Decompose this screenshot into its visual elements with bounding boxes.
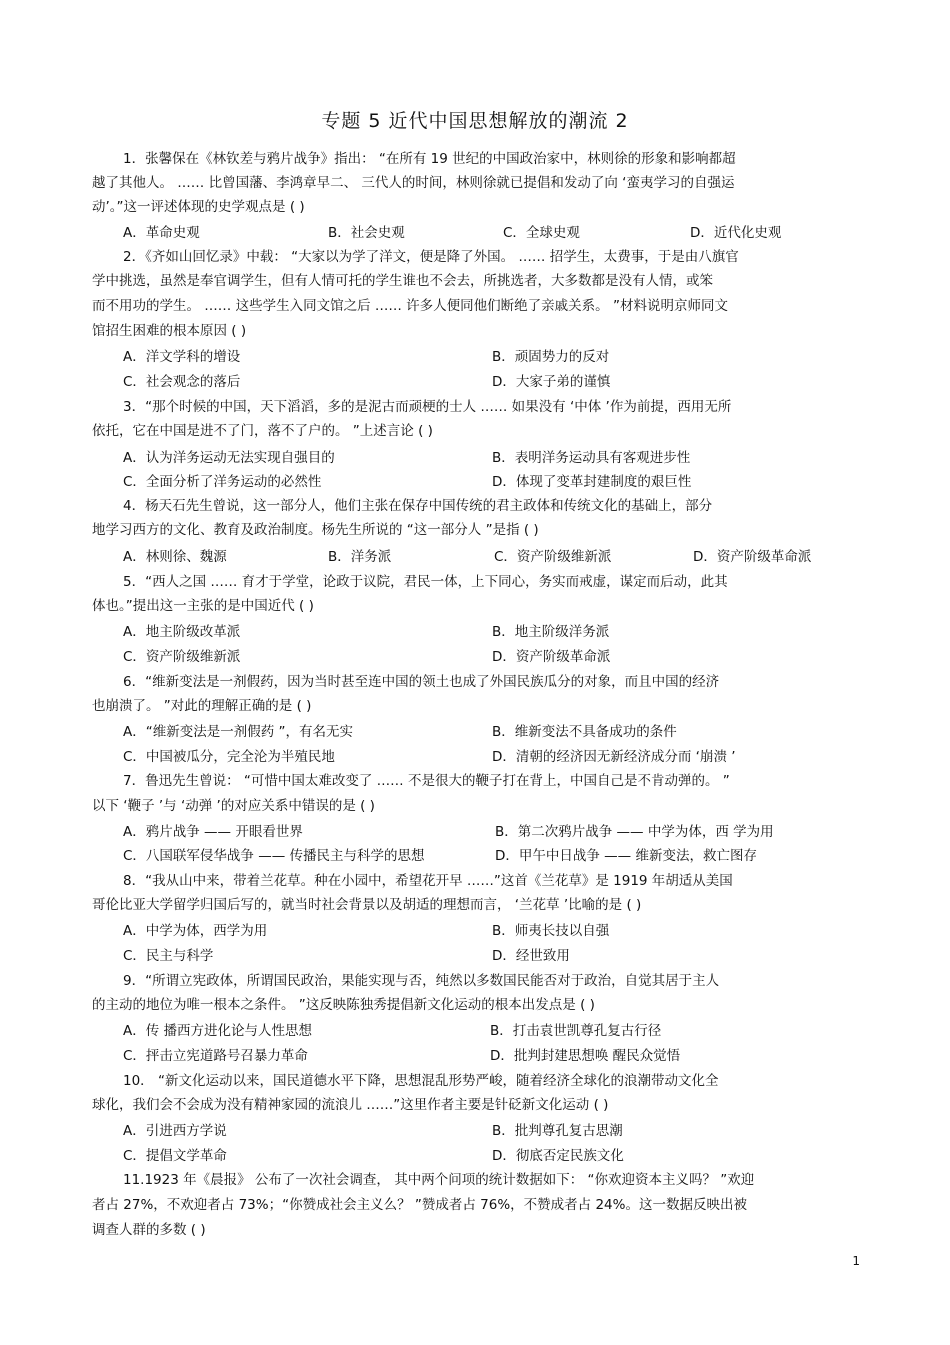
q5-option-a: A．地主阶级改革派 xyxy=(123,624,241,640)
q3-option-d: D．体现了变革封建制度的艰巨性 xyxy=(492,474,692,490)
q9-option-d: D．批判封建思想唤 醒民众觉悟 xyxy=(490,1048,681,1064)
q6-option-d: D．清朝的经济因无新经济成分而 ‘崩溃 ’ xyxy=(492,749,736,765)
q9-option-a: A．传 播西方进化论与人性思想 xyxy=(123,1023,313,1039)
q8-option-b: B．师夷长技以自强 xyxy=(492,923,610,939)
q4-option-a: A．林则徐、魏源 xyxy=(123,549,227,565)
q2-option-d: D．大家子弟的谨慎 xyxy=(492,374,611,390)
q9-option-b: B．打击袁世凯尊孔复古行径 xyxy=(490,1023,662,1039)
q5-option-b: B．地主阶级洋务派 xyxy=(492,624,610,640)
q3-option-b: B．表明洋务运动具有客观进步性 xyxy=(492,450,691,466)
q6-line-1: 6．“维新变法是一剂假药，因为当时甚至连中国的领土也成了外国民族瓜分的对象，而且中国的经济 xyxy=(123,674,720,690)
q3-line-2: 依托，它在中国是进不了门，落不了户的。 ”上述言论 ( ) xyxy=(92,423,433,439)
q8-line-2: 哥伦比亚大学留学归国后写的，就当时社会背景以及胡适的理想而言， ‘兰花草 ’比喻的是 ( ) xyxy=(92,897,642,913)
q2-line-3: 而不用功的学生。 …… 这些学生入同文馆之后 …… 许多人便同他们断绝了亲戚关系。 ”材料说明京师同文 xyxy=(92,298,728,314)
q7-option-c: C．八国联军侵华战争 —— 传播民主与科学的思想 xyxy=(123,848,425,864)
q6-option-b: B．维新变法不具备成功的条件 xyxy=(492,724,677,740)
q1-line-3: 动’。”这一评述体现的史学观点是 ( ) xyxy=(92,199,305,215)
q11-line-1: 11.1923 年《晨报》 公布了一次社会调查， 其中两个问项的统计数据如下： “你欢迎资本主义吗？ ”欢迎 xyxy=(123,1172,755,1188)
q7-option-b: B．第二次鸦片战争 —— 中学为体，西 学为用 xyxy=(495,824,774,840)
q2-line-1: 2．《齐如山回忆录》中载： “大家以为学了洋文，便是降了外国。 …… 招学生，太费事，于是由八旗官 xyxy=(123,249,739,265)
q5-line-1: 5．“西人之国 …… 育才于学堂，论政于议院，君民一体，上下同心，务实而戒虚，谋定而后动，此其 xyxy=(123,574,728,590)
q11-line-3: 调查人群的多数 ( ) xyxy=(92,1222,206,1238)
q10-option-d: D．彻底否定民族文化 xyxy=(492,1148,624,1164)
q1-option-b: B．社会史观 xyxy=(328,225,405,241)
q7-line-1: 7．鲁迅先生曾说： “可惜中国太难改变了 …… 不是很大的鞭子打在背上，中国自己是不肯动弹的。 ” xyxy=(123,773,730,789)
page-number: 1 xyxy=(852,1254,860,1268)
q11-line-2: 者占 27%，不欢迎者占 73%；“你赞成社会主义么？ ”赞成者占 76%，不赞成者占 24%。这一数据反映出被 xyxy=(92,1197,747,1213)
q10-option-c: C．提倡文学革命 xyxy=(123,1148,227,1164)
q6-option-a: A．“维新变法是一剂假药 ”，有名无实 xyxy=(123,724,354,740)
page-title: 专题 5 近代中国思想解放的潮流 2 xyxy=(321,110,629,132)
q2-option-c: C．社会观念的落后 xyxy=(123,374,241,390)
q1-option-d: D．近代化史观 xyxy=(690,225,782,241)
q1-line-2: 越了其他人。 …… 比曾国藩、李鸿章早二、 三代人的时间，林则徐就已提倡和发动了向 ‘蛮夷学习的自强运 xyxy=(92,175,735,191)
q8-option-d: D．经世致用 xyxy=(492,948,570,964)
q3-line-1: 3．“那个时候的中国，天下滔滔，多的是泥古而顽梗的士人 …… 如果没有 ‘中体 ’作为前提，西用无所 xyxy=(123,399,732,415)
q1-option-c: C．全球史观 xyxy=(503,225,580,241)
q9-line-1: 9．“所谓立宪政体，所谓国民政治，果能实现与否，纯然以多数国民能否对于政治，自觉其居于主人 xyxy=(123,973,720,989)
q3-option-c: C．全面分析了洋务运动的必然性 xyxy=(123,474,322,490)
q10-line-2: 球化，我们会不会成为没有精神家园的流浪儿 ……”这里作者主要是针砭新文化运动 ( ) xyxy=(92,1097,609,1113)
q5-option-c: C．资产阶级维新派 xyxy=(123,649,241,665)
q10-line-1: 10． “新文化运动以来，国民道德水平下降，思想混乱形势严峻，随着经济全球化的浪潮带动文化全 xyxy=(123,1073,719,1089)
q7-option-a: A．鸦片战争 —— 开眼看世界 xyxy=(123,824,303,840)
q6-line-2: 也崩溃了。 ”对此的理解正确的是 ( ) xyxy=(92,698,312,714)
q3-option-a: A．认为洋务运动无法实现自强目的 xyxy=(123,450,335,466)
q1-option-a: A．革命史观 xyxy=(123,225,200,241)
q5-line-2: 体也。”提出这一主张的是中国近代 ( ) xyxy=(92,598,314,614)
q10-option-b: B．批判尊孔复古思潮 xyxy=(492,1123,623,1139)
q9-line-2: 的主动的地位为唯一根本之条件。 ”这反映陈独秀提倡新文化运动的根本出发点是 ( ) xyxy=(92,997,595,1013)
q2-option-a: A．洋文学科的增设 xyxy=(123,349,241,365)
q2-line-2: 学中挑选，虽然是奉官调学生，但有人情可托的学生谁也不会去，所挑选者，大多数都是没有人情，或笨 xyxy=(92,273,713,289)
q4-option-b: B．洋务派 xyxy=(328,549,392,565)
q7-line-2: 以下 ‘鞭子 ’与 ‘动弹 ’的对应关系中错误的是 ( ) xyxy=(92,798,375,814)
q4-line-1: 4．杨天石先生曾说，这一部分人，他们主张在保存中国传统的君主政体和传统文化的基础上，部分 xyxy=(123,498,713,514)
q8-option-c: C．民主与科学 xyxy=(123,948,214,964)
q2-line-4: 馆招生困难的根本原因 ( ) xyxy=(92,323,247,339)
q2-option-b: B．顽固势力的反对 xyxy=(492,349,610,365)
q4-option-c: C．资产阶级维新派 xyxy=(494,549,612,565)
q10-option-a: A．引进西方学说 xyxy=(123,1123,227,1139)
q6-option-c: C．中国被瓜分，完全沦为半殖民地 xyxy=(123,749,335,765)
q9-option-c: C．抨击立宪道路号召暴力革命 xyxy=(123,1048,308,1064)
q8-line-1: 8．“我从山中来，带着兰花草。种在小园中，希望花开早 ……”这首《兰花草》是 1919 年胡适从美国 xyxy=(123,873,733,889)
q4-line-2: 地学习西方的文化、教育及政治制度。杨先生所说的 “这一部分人 ”是指 ( ) xyxy=(92,522,539,538)
q4-option-d: D．资产阶级革命派 xyxy=(693,549,812,565)
q8-option-a: A．中学为体，西学为用 xyxy=(123,923,268,939)
q5-option-d: D．资产阶级革命派 xyxy=(492,649,611,665)
q7-option-d: D．甲午中日战争 —— 维新变法，救亡图存 xyxy=(495,848,757,864)
q1-line-1: 1．张馨保在《林钦差与鸦片战争》指出： “在所有 19 世纪的中国政治家中，林则徐的形象和影响都超 xyxy=(123,151,736,167)
